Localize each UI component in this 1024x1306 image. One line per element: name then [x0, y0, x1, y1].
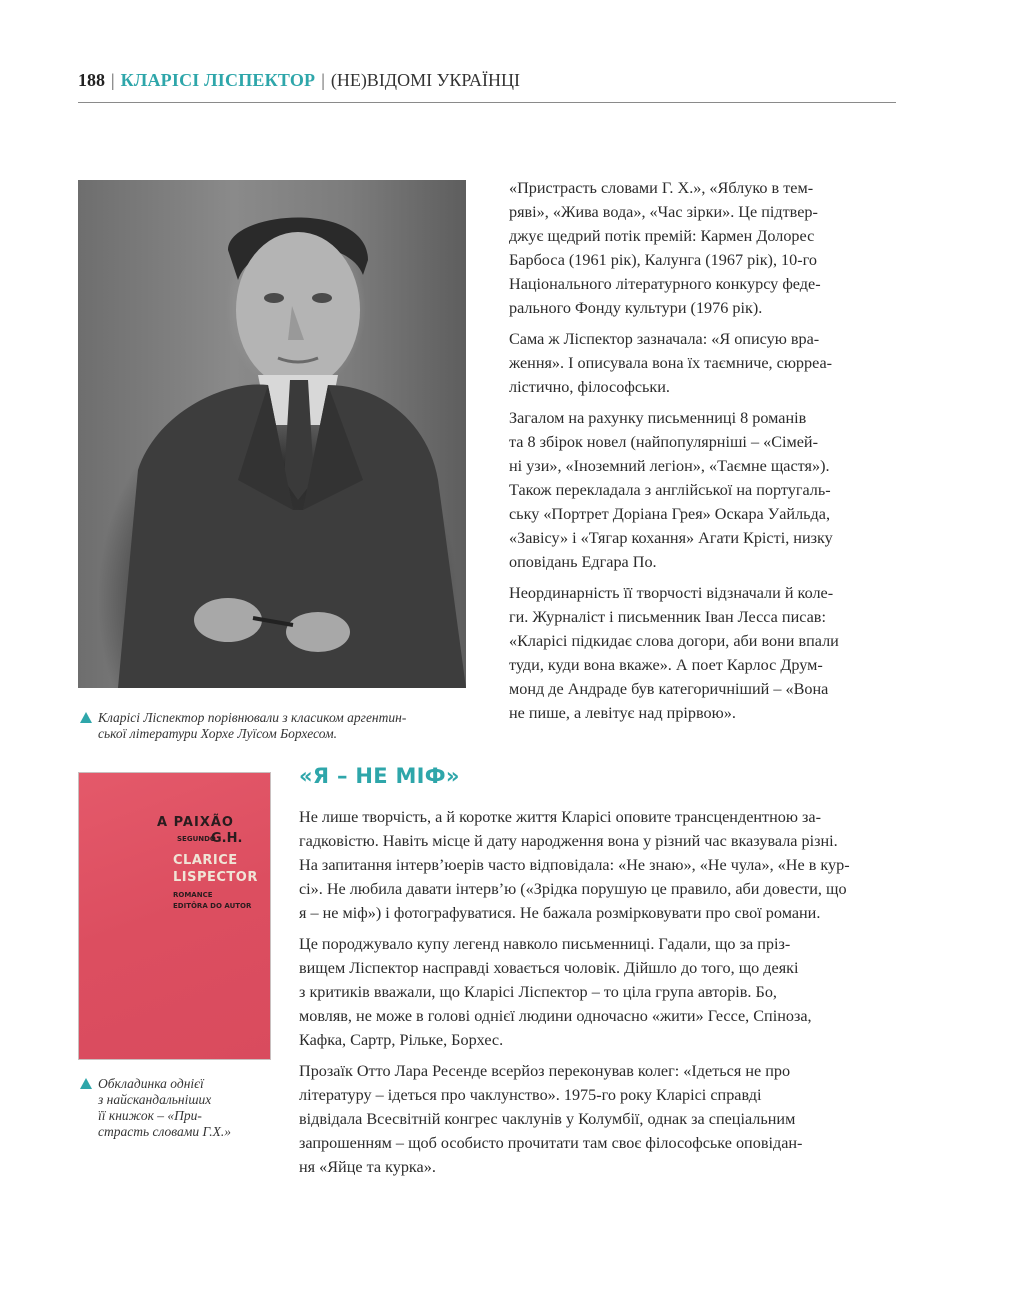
text-line: вищем Ліспектор насправді ховається чоловік. Дійшло до того, що деякі — [299, 959, 799, 977]
paragraph — [299, 805, 896, 925]
paragraph — [509, 406, 895, 574]
cover-publisher: EDITÔRA DO AUTOR — [173, 902, 252, 910]
paragraph — [509, 581, 895, 725]
paragraph — [299, 932, 896, 1052]
header-separator: | — [321, 70, 325, 90]
caption-line: її книжок – «При- — [98, 1108, 202, 1123]
page-number: 188 — [78, 70, 105, 90]
text-line: лістично, філософськи. — [509, 378, 670, 396]
text-line: Барбоса (1961 рік), Калунга (1967 рік), 10-го — [509, 251, 817, 269]
text-line: сі». Не любила давати інтерв’ю («Зрідка порушую це правило, аби довести, що — [299, 880, 847, 898]
text-line: мовляв, не може в голові однієї людини одночасно «жити» Гессе, Спіноза, — [299, 1007, 812, 1025]
text-line: оповідань Едгара По. — [509, 553, 657, 571]
text-line: Прозаїк Отто Лара Ресенде всерйоз переконував колег: «Ідеться не про — [299, 1062, 791, 1080]
text-line: Національного літературного конкурсу феде- — [509, 275, 821, 293]
caption-triangle-icon — [80, 712, 92, 723]
text-line: «Кларісі підкидає слова догори, аби вони впали — [509, 632, 839, 650]
header-separator: | — [111, 70, 115, 90]
text-line: Загалом на рахунку письменниці 8 романів — [509, 409, 807, 427]
text-line: туди, куди вона вкаже». А поет Карлос Друм- — [509, 656, 823, 674]
cover-author: CLARICE — [173, 853, 238, 868]
series-title: (НЕ)ВІДОМІ УКРАЇНЦІ — [330, 70, 521, 90]
caption-triangle-icon — [80, 1078, 92, 1089]
book-cover-image — [78, 772, 271, 1060]
running-header — [78, 66, 896, 103]
text-line: відвідала Всесвітній конгрес чаклунів у Колумбії, однак за спеціальним — [299, 1110, 796, 1128]
text-line: Також перекладала з англійської на португаль- — [509, 481, 831, 499]
text-line: ряві», «Жива вода», «Час зірки». Це підтвер- — [509, 203, 818, 221]
text-line: рального Фонду культури (1976 рік). — [509, 299, 763, 317]
text-line: Неординарність її творчості відзначали й коле- — [509, 584, 834, 602]
text-line: гадковістю. Навіть місце й дату народження вона у різний час вказувала різні. — [299, 832, 838, 850]
portrait-photo — [78, 180, 466, 688]
text-line: На запитання інтерв’юерів часто відповідала: «Не знаю», «Не чула», «Не в кур- — [299, 856, 850, 874]
text-line: з критиків вважали, що Кларісі Ліспектор – то ціла група авторів. Бо, — [299, 983, 777, 1001]
text-line: «Пристрасть словами Г. Х.», «Яблуко в тем- — [509, 179, 814, 197]
cover-title-gh: G.H. — [211, 831, 243, 846]
cover-title: A PAIXÃO — [157, 815, 234, 830]
right-column-text — [509, 176, 895, 732]
caption-line: страсть словами Г.Х.» — [98, 1124, 231, 1139]
text-line: не пише, а левітує над прірвою». — [509, 704, 736, 722]
text-line: Не лише творчість, а й коротке життя Кларісі оповите трансцендентною за- — [299, 808, 821, 826]
text-line: літературу – ідеться про чаклунство». 1975-го року Кларісі справді — [299, 1086, 762, 1104]
text-line: Сама ж Ліспектор зазначала: «Я описую вра- — [509, 330, 820, 348]
text-line: Кафка, Сартр, Рільке, Борхес. — [299, 1031, 504, 1049]
text-line: ження». І описувала вона їх таємниче, сюрреа- — [509, 354, 833, 372]
text-line: я – не міф») і фотографуватися. Не бажала розмірковувати про свої романи. — [299, 904, 821, 922]
text-line: запрошенням – щоб особисто прочитати там своє філософське оповідан- — [299, 1134, 803, 1152]
cover-genre: ROMANCE — [173, 891, 213, 899]
caption-line: ської літератури Хорхе Луїсом Борхесом. — [98, 726, 338, 741]
text-line: джує щедрий потік премій: Кармен Долорес — [509, 227, 815, 245]
text-line: ську «Портрет Доріана Грея» Оскара Уайльда, — [509, 505, 831, 523]
paragraph — [299, 1059, 896, 1179]
book-title: КЛАРІСІ ЛІСПЕКТОР — [120, 70, 316, 90]
caption-line: з найскандальніших — [98, 1092, 212, 1107]
text-line: Це породжувало купу легенд навколо письменниці. Гадали, що за пріз- — [299, 935, 791, 953]
text-line: та 8 збірок новел (найпопулярніші – «Сімей- — [509, 433, 818, 451]
caption-line: Кларісі Ліспектор порівнювали з класиком аргентин- — [98, 710, 407, 725]
text-line: монд де Андраде був категоричніший – «Вона — [509, 680, 829, 698]
paragraph — [509, 327, 895, 399]
text-line: ги. Журналіст і письменник Іван Лесса писав: — [509, 608, 826, 626]
text-line: ня «Яйце та курка». — [299, 1158, 436, 1176]
section-body-text — [299, 805, 896, 1186]
text-line: «Завісу» і «Тягар кохання» Агати Крісті, низку — [509, 529, 833, 547]
portrait-illustration — [78, 180, 466, 688]
cover-caption — [98, 1076, 258, 1140]
cover-segundo: SEGUNDO — [177, 835, 216, 843]
section-heading: «Я – НЕ МІФ» — [299, 764, 460, 788]
paragraph — [509, 176, 895, 320]
portrait-caption — [98, 710, 468, 742]
text-line: ні узи», «Іноземний легіон», «Таємне щастя»). — [509, 457, 830, 475]
cover-author: LISPECTOR — [173, 870, 258, 885]
caption-line: Обкладинка однієї — [98, 1076, 204, 1091]
